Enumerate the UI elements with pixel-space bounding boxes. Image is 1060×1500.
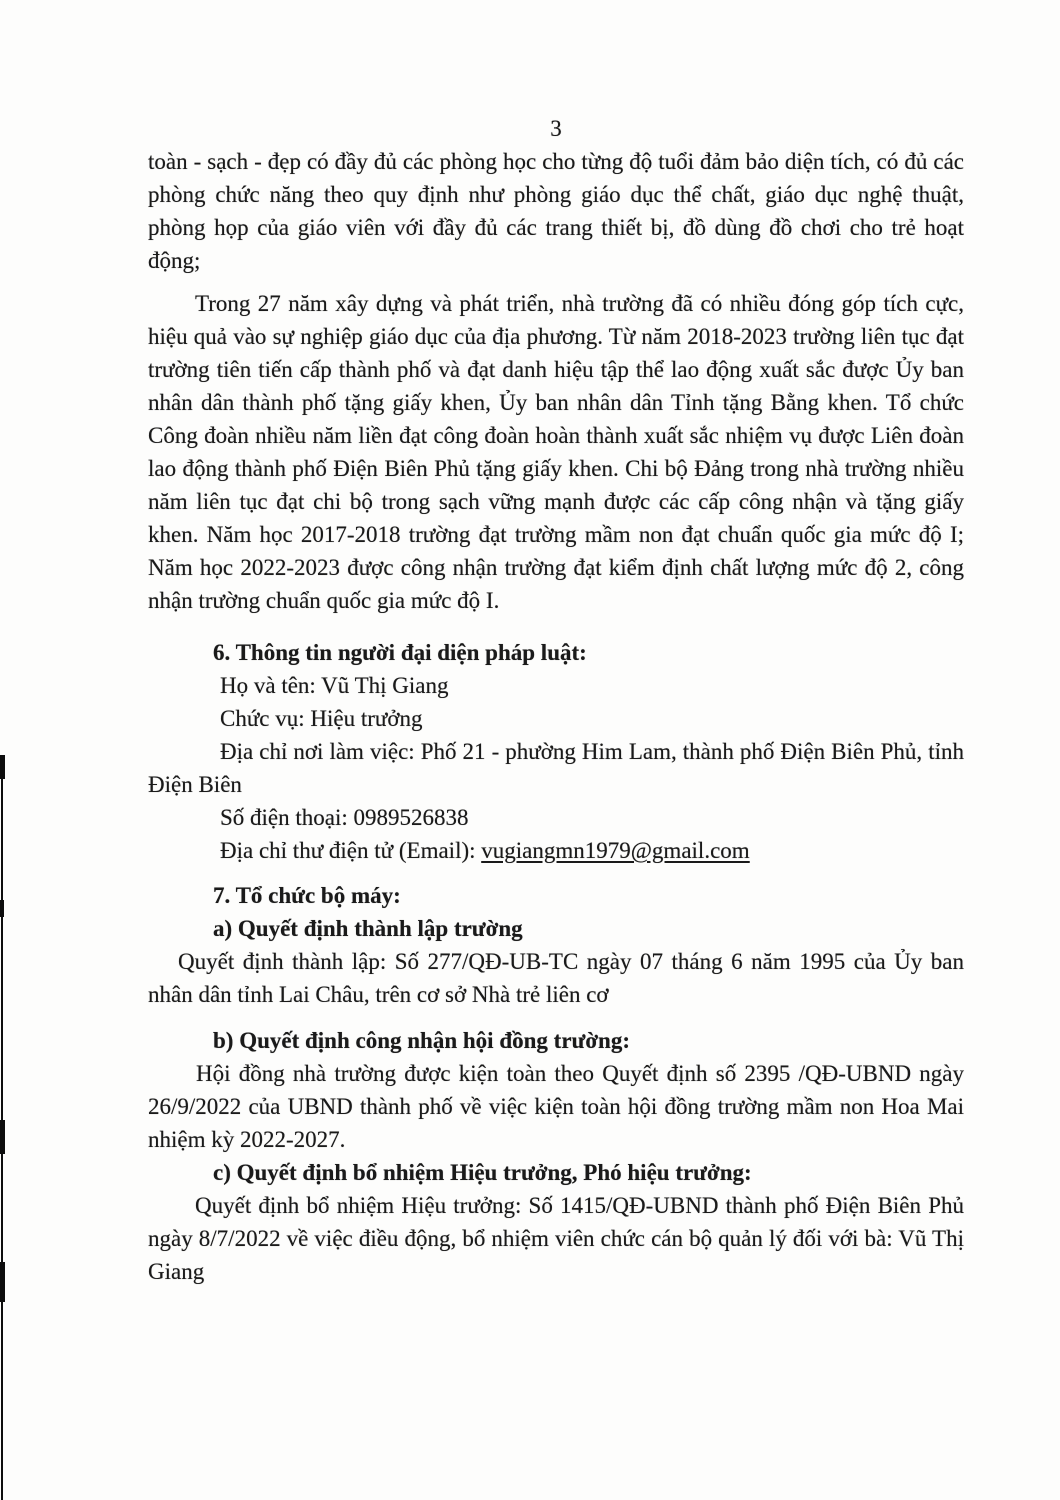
paragraph-facilities-continuation: toàn - sạch - đẹp có đầy đủ các phòng học cho từng độ tuổi đảm bảo diện tích, có đủ các phòng chức năng theo quy định như phòng giáo dục thể chất, giáo dục nghệ thuật, phòng họp của giáo viên với đầy đủ các trang thiết bị, đồ dùng đồ chơi cho trẻ hoạt động; — [148, 149, 964, 273]
scan-artifact-blob — [0, 900, 4, 917]
section-7c-heading: c) Quyết định bổ nhiệm Hiệu trưởng, Phó hiệu trưởng: — [213, 1160, 752, 1185]
section-7b-body: Hội đồng nhà trường được kiện toàn theo Quyết định số 2395 /QĐ-UBND ngày 26/9/2022 của UBND thành phố về việc kiện toàn hội đồng trường mầm non Hoa Mai nhiệm kỳ 2022-2027. — [148, 1061, 964, 1152]
section-7a-heading: a) Quyết định thành lập trường — [213, 916, 523, 941]
email-address: vugiangmn1979@gmail.com — [481, 838, 750, 863]
section-7c-body: Quyết định bổ nhiệm Hiệu trưởng: Số 1415/QĐ-UBND thành phố Điện Biên Phủ ngày 8/7/2022 về việc điều động, bổ nhiệm viên chức cán bộ quản lý đối với bà: Vũ Thị Giang — [148, 1193, 964, 1284]
section-7a-body: Quyết định thành lập: Số 277/QĐ-UB-TC ngày 07 tháng 6 năm 1995 của Ủy ban nhân dân tỉnh Lai Châu, trên cơ sở Nhà trẻ liên cơ — [148, 949, 964, 1007]
representative-email-line — [148, 834, 964, 867]
document-text-block — [148, 112, 964, 1288]
representative-name-line: Họ và tên: Vũ Thị Giang — [220, 673, 449, 698]
representative-position-line: Chức vụ: Hiệu trưởng — [220, 706, 423, 731]
scan-artifact-blob — [0, 755, 5, 779]
section-7-heading: 7. Tổ chức bộ máy: — [213, 883, 401, 908]
paragraph-school-history: Trong 27 năm xây dựng và phát triển, nhà trường đã có nhiều đóng góp tích cực, hiệu quả vào sự nghiệp giáo dục của địa phương. Từ năm 2018-2023 trường liên tục đạt trường tiên tiến cấp thành phố và đạt danh hiệu tập thể lao động xuất sắc được Ủy ban nhân dân thành phố tặng giấy khen, Ủy ban nhân dân Tỉnh tặng Bằng khen. Tổ chức Công đoàn nhiều năm liền đạt công đoàn hoàn thành xuất sắc nhiệm vụ được Liên đoàn lao động thành phố Điện Biên Phủ tặng giấy khen. Chi bộ Đảng trong nhà trường nhiều năm liên tục đạt chi bộ trong sạch vững mạnh được các cấp công nhận và tặng giấy khen. Năm học 2017-2018 trường đạt trường mầm non đạt chuẩn quốc gia mức độ I; Năm học 2022-2023 được công nhận trường đạt kiểm định chất lượng mức độ 2, công nhận trường chuẩn quốc gia mức độ I. — [148, 291, 964, 613]
representative-address-line: Địa chỉ nơi làm việc: Phố 21 - phường Him Lam, thành phố Điện Biên Phủ, tỉnh Điện Biên — [148, 739, 964, 797]
section-7b-heading: b) Quyết định công nhận hội đồng trường: — [213, 1028, 631, 1053]
representative-phone-line: Số điện thoại: 0989526838 — [220, 805, 469, 830]
scan-artifact-blob — [0, 1262, 5, 1302]
section-6-heading: 6. Thông tin người đại diện pháp luật: — [213, 640, 587, 665]
page-number: 3 — [550, 116, 562, 141]
scan-artifact-blob — [0, 1120, 5, 1154]
email-label: Địa chỉ thư điện tử (Email): — [220, 838, 482, 863]
